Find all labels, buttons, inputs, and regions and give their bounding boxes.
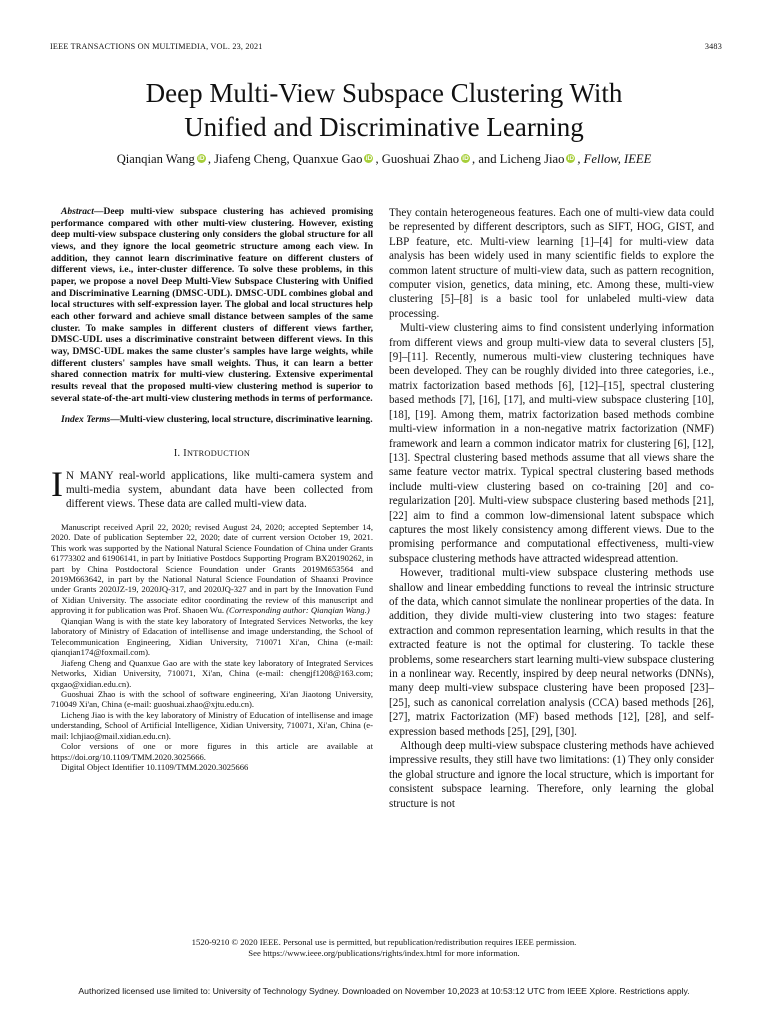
page-number: 3483	[704, 42, 722, 51]
footnote-doi: Digital Object Identifier 10.1109/TMM.2020.3025666	[61, 762, 249, 773]
intro-paragraph	[51, 463, 373, 512]
orcid-icon[interactable]: iD	[198, 155, 205, 162]
abstract-text: —Deep multi-view subspace clustering has achieved promising performance compared with other multi-view clustering. However, existing deep multi-view subspace clustering only considers the global structure for all views, and they ignore the local geometric structure among each view. In addition, they cannot learn discriminative feature on different clusters of different views, i.e., inter-cluster difference. To solve these problems, in this paper, we propose a novel Deep Multi-View Subspace Clustering with Unified and Discriminative Learning (DMSC-UDL). DMSC-UDL combines global and local structures with self-expression layer. The global and local structures help each other forward and achieve small distance between samples of the same cluster. To make samples in different clusters of different views farther, DMSC-UDL uses a discriminative constraint between different views. In this way, DMSC-UDL makes the same cluster's samples have large weights, while different clusters' samples have small weights. Thus, it can learn a better shared connection matrix for multi-view clustering. Extensive experimental results reveal that the proposed multi-view clustering method is superior to several state-of-the-art multi-view clustering methods in terms of performance.	[51, 206, 373, 404]
section-heading-introduction	[51, 448, 373, 459]
title-line-1: Deep Multi-View Subspace Clustering With	[145, 78, 623, 108]
drop-cap: I	[51, 463, 63, 504]
footnote-affiliation: Guoshuai Zhao is with the school of software engineering, Xi'an Jiaotong University, 710049 Xi'an, China (e-mail: guoshuai.zhao@xjtu.edu.cn).	[51, 688, 373, 710]
footnote-manuscript	[51, 522, 373, 616]
abstract	[51, 206, 373, 404]
body-paragraph: Although deep multi-view subspace clustering methods have achieved impressive results, they still have two limitations: (1) They only consider the global structure and ignore the local structure, which is important for consistent subspace learning. Therefore, only learning the global structure is not	[389, 740, 714, 810]
intro-text: N MANY real-world applications, like multi-camera system and multi-media system, abundant data have been collected from different views. These data are called multi-view data.	[66, 469, 373, 511]
section-title: NTRODUCTION	[186, 448, 251, 458]
footnote-affiliation: Jiafeng Cheng and Quanxue Gao are with the state key laboratory of Integrated Services Networks, Xidian University, 710071, Xi'an, China (e-mail: chengjf1208@163.com; qxgao@xidian.edu.cn).	[51, 657, 373, 689]
index-terms-label: Index Terms	[61, 414, 111, 426]
section-numeral: I. I	[173, 447, 187, 459]
footnotes	[51, 522, 373, 773]
index-terms-text: —Multi-view clustering, local structure, discriminative learning.	[110, 414, 373, 426]
journal-name: IEEE TRANSACTIONS ON MULTIMEDIA, VOL. 23, 2021	[50, 42, 263, 51]
rights-link[interactable]: See https://www.ieee.org/publications/rights/index.html for more information.	[248, 948, 520, 958]
author-name: Qianqian Wang	[116, 152, 195, 166]
body-paragraph: They contain heterogeneous features. Each one of multi-view data could be represented by different descriptors, such as SIFT, HOG, GIST, and LBP feature, etc. Multi-view learning [1]–[4] for multi-view data analysis has been widely used in many scientific fields to explore the common latent structure of multi-view data, such as pattern recognition, computer vision, genetics, data mining, etc. Among these, multi-view clustering [5]–[8] is a basic tool for unlabeled multi-view data processing.	[389, 207, 714, 320]
corresponding-author: (Corresponding author: Qianqian Wang.)	[224, 605, 370, 616]
orcid-icon[interactable]: iD	[462, 155, 469, 162]
footnote-affiliation: Qianqian Wang is with the state key laboratory of Integrated Services Networks, the key laboratory of Ministry of Edacation of intellisense and image understanding, the School of Telecommunication Engineering, Xidian University, 710071 Xi'an, China (e-mail: qianqian174@foxmail.com).	[51, 615, 373, 658]
author-name: , Jiafeng Cheng, Quanxue Gao	[207, 152, 363, 166]
abstract-label: Abstract	[61, 206, 94, 217]
orcid-icon[interactable]: iD	[365, 155, 373, 162]
body-paragraph: Multi-view clustering aims to find consistent underlying information from different views and group multi-view data to several clusters [5], [9]–[11]. Recently, numerous multi-view clustering techniques have been developed. They can be roughly divided into three categories, i.e., matrix factorization based methods [6], [12]–[15], spectral clustering based methods [7], [16], [17], and multi-view subspace clustering [10], [18], [19]. Among them, matrix factorization based methods combine multi-view information in a non-negative matrix factorization (NMF) framework and learn a common indicator matrix for clustering [6], [12], [13]. Spectral clustering based methods assume that all views share the same feature vector matrix. Typical spectral clustering based methods include multi-view clustering based on co-training [20] and co-regularization [20]. Multi-view subspace clustering based methods [21], [22] aim to find a common low-dimensional latent subspace which captures the most likely consistency among different views. Due to the promising performance and computational effectiveness, multi-view subspace clustering methods have attracted widespread attention.	[389, 322, 714, 565]
author-name: , Guoshuai Zhao	[375, 152, 460, 166]
paper-title	[40, 76, 728, 144]
author-fellow-title: , Fellow, IEEE	[577, 152, 652, 166]
copyright-notice	[40, 937, 728, 959]
footnote-affiliation: Licheng Jiao is with the key laboratory of Ministry of Education of intellisense and image understanding, School of Artificial Intelligence, Xidian University, 710071, Xi'an, China (e-mail: lchjiao@mail.xidian.edu.cn).	[51, 709, 373, 741]
footnote-color-versions: Color versions of one or more figures in this article are available at https://doi.org/10.1109/TMM.2020.3025666.	[51, 741, 373, 762]
author-name: , and Licheng Jiao	[472, 152, 565, 166]
index-terms	[51, 414, 373, 426]
copyright-line: 1520-9210 © 2020 IEEE. Personal use is permitted, but republication/redistribution requires IEEE permission.	[191, 937, 577, 947]
license-footer: Authorized licensed use limited to: University of Technology Sydney. Downloaded on November 10,2023 at 10:53:12 UTC from IEEE Xplore. Restrictions apply.	[78, 986, 690, 996]
author-list	[40, 151, 728, 167]
body-paragraph: However, traditional multi-view subspace clustering methods use shallow and linear embedding functions to reveal the intrinsic structure of the data, which cannot simulate the nonlinear properties of the data. In addition, they divide multi-view clustering into two stages: feature extraction and common representation learning, which results in that the extracted feature is not the optimal for clustering. To tackle these problems, some researchers start learning multi-view subspace clustering in a nonlinear way. Recently, inspired by deep neural networks (DNNs), many deep multi-view subspace clustering have been proposed [23]–[25], such as canonical correlation analysis (CCA) based methods [26], [27], matrix Factorization (MF) based methods [12], [28], and self-expression based methods [25], [29], [30].	[389, 567, 714, 738]
title-line-2: Unified and Discriminative Learning	[184, 112, 584, 142]
running-header	[50, 42, 722, 54]
right-column	[389, 206, 714, 811]
footnote-text: Manuscript received April 22, 2020; revised August 24, 2020; accepted September 14, 2020. Date of publication September 22, 2020; date of current version October 19, 2021. This work was supported by the National Natural Science Foundation of China under Grants 61773302 and 61906141, in part by Initiative Postdocs Supporting Program BX20190262, in part by China Postdoctoral Science Foundation under Grants 2019M653564 and 2019M663642, in part by the National Natural Science Foundation of Shaanxi Province under Grants 2020JZ-19, 2020JQ-317, and 2020JQ-327 and in part by the Innovation Fund of Xidian University. The associate editor coordinating the review of this manuscript and approving it for publication was Prof. Shaoen Wu.	[51, 521, 373, 616]
orcid-icon[interactable]: iD	[567, 155, 575, 162]
left-column	[51, 206, 373, 773]
